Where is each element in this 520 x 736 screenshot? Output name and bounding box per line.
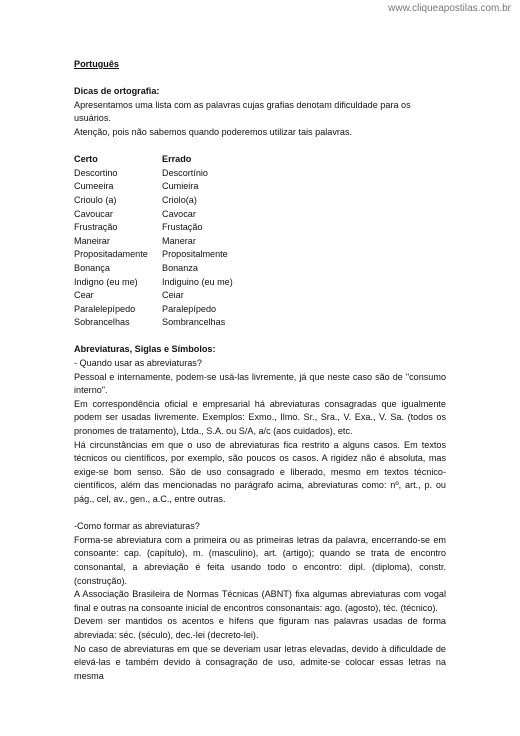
table-cell: Descortínio [162,167,208,178]
table-cell: Cumieira [162,181,199,192]
table-cell: Indiguino (eu me) [162,276,233,287]
paragraph: A Associação Brasileira de Normas Técnicas (ABNT) fixa algumas abreviaturas com vogal final e outras na consoante inicial de encontros consonantais: ago. (agosto), téc. (técnico). [74,589,446,613]
table-row [74,248,233,262]
table-cell: Frustação [162,222,203,233]
table-cell: Cear [74,290,94,301]
table-cell: Descortino [74,167,118,178]
paragraph: Pessoal e internamente, podem-se usá-las livremente, já que neste caso são de "consumo interno". [74,371,446,396]
table-cell: Cavoucar [74,208,113,219]
table-row [74,180,233,194]
table-cell: Propositadamente [74,249,148,260]
document-body [74,58,446,683]
paragraph: No caso de abreviaturas em que se deveriam usar letras elevadas, devido à dificuldade de elevá-las e também devido à consagração de uso, admite-se colocar essas letras na mesma [74,643,446,681]
paragraph: Devem ser mantidos os acentos e hífens que figuram nas palavras usadas de forma abreviada: séc. (século), dec.-lei (decreto-lei). [74,616,446,640]
table-cell: Sombrancelhas [162,317,226,328]
table-cell: Frustração [74,222,118,233]
header-url: www.cliqueapostilas.com.br [388,3,511,14]
table-row [74,316,233,330]
table-cell: Indigno (eu me) [74,276,138,287]
table-cell: Maneirar [74,235,110,246]
table-row [74,194,233,208]
subsection-question: -Como formar as abreviaturas? [74,521,200,532]
table-cell: Sobrancelhas [74,317,130,328]
table-row [74,289,233,303]
spelling-table [74,153,233,330]
subsection-question: - Quando usar as abreviaturas? [74,358,202,369]
table-cell: Bonança [74,262,110,273]
table-cell: Ceiar [162,290,184,301]
table-cell: Cavocar [162,208,196,219]
table-row [74,221,233,235]
table-row [74,235,233,249]
table-header-wrong: Errado [162,154,192,165]
table-row [74,303,233,317]
section-heading-spelling: Dicas de ortografia: [74,86,160,97]
table-cell: Propositalmente [162,249,228,260]
table-cell: Paralelepípedo [74,303,136,314]
table-row [74,208,233,222]
table-cell: Paralepípedo [162,303,217,314]
table-header-correct: Certo [74,154,98,165]
table-row [74,262,233,276]
section-heading-abbreviations: Abreviaturas, Siglas e Símbolos: [74,344,216,355]
table-cell: Crioulo (a) [74,194,117,205]
table-cell: Bonanza [162,262,198,273]
table-row [74,276,233,290]
table-cell: Cumeeira [74,181,114,192]
paragraph: Em correspondência oficial e empresarial há abreviaturas consagradas que igualmente podem ser usadas livremente. Exemplos: Exmo., Ilmo. Sr., Sra., V. Exa., V. Sa. (todos os pronomes de tratamento), Ltda., S.A. ou S/A, a/c (aos cuidados), etc. [74,398,446,437]
intro-line: Atenção, pois não sabemos quando poderemos utilizar tais palavras. [74,126,353,137]
table-row [74,167,233,181]
paragraph: Forma-se abreviatura com a primeira ou as primeiras letras da palavra, encerrando-se em consoante: cap. (capítulo), m. (masculino), art. (artigo); quando se trata de encontro consonantal, a abreviação é feita usando todo o encontro: dipl. (diploma), constr. (construção). [74,534,446,586]
table-header-row [74,153,233,167]
page-title: Português [74,59,119,69]
table-cell: Manerar [162,235,196,246]
paragraph: Há circunstâncias em que o uso de abreviaturas fica restrito a alguns casos. Em textos técnicos ou científicos, por exemplo, são poucos os casos. A rigidez não é absoluta, mas exige-se bom senso. São de uso consagrado e liberado, mesmo em textos técnico-científicos, além das mencionadas no parágrafo acima, abreviaturas como: nº, art., p. ou pág., cel, av., gen., a.C., entre outras. [74,439,446,504]
intro-line: Apresentamos uma lista com as palavras cujas grafias denotam dificuldade para os usuários. [74,99,411,124]
table-cell: Criolo(a) [162,194,197,205]
